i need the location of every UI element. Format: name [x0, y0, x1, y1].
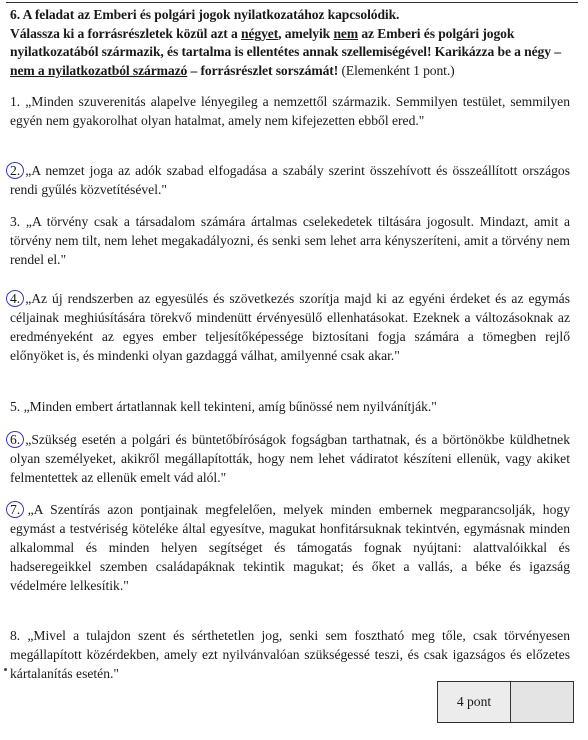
item-text: „A törvény csak a társadalom számára ártalmas cselekedetek tiltására jogosult. Mindazt, amit a törvény nem tilt, nem lehet megakadályozni, és senki sem lehet arra kényszeríteni, amit a törvény nem rendel el." [10, 214, 570, 267]
top-divider [6, 2, 578, 3]
item-number: 7. [10, 502, 21, 517]
source-item-6 [10, 430, 570, 487]
item-number: 8. [10, 628, 21, 643]
instruction-part: Válassza ki a forrásrészletek közül azt a [10, 25, 242, 41]
instruction-emphasis: nem [333, 25, 359, 41]
task-title: A feladat az Emberi és polgári jogok nyilatkozatához kapcsolódik. [22, 7, 400, 22]
score-box [437, 681, 574, 723]
source-item-2 [10, 161, 570, 199]
task-header [10, 6, 570, 80]
source-item-7 [10, 500, 570, 595]
item-number: 3. [10, 214, 21, 229]
instruction-part: – forrásrészlet sorszámát! [187, 62, 339, 78]
scoring-note: (Elemenként 1 pont.) [341, 62, 455, 78]
instruction-part: az Emberi és polgári jogok nyilatkozatából származik, és tartalma is ellentétes annak szellemiségével! Karikázza be a négy – [10, 25, 561, 60]
item-number: 5. [10, 399, 21, 414]
source-item-5 [10, 397, 570, 416]
item-number: 2. [10, 163, 21, 178]
source-item-3 [10, 212, 570, 269]
instruction-emphasis: négyet [241, 25, 279, 41]
item-text: „Mivel a tulajdon szent és sérthetetlen jog, senki sem fosztható meg tőle, csak törvényesen megállapított közérdekben, amely ezt nyilvánvalóan szükségessé teszi, és csak igazságos és előzetes kártalanítás esetén." [10, 628, 570, 681]
score-entry-field[interactable] [511, 682, 573, 722]
source-item-8 [10, 626, 570, 683]
instruction-emphasis: nem a nyilatkozatból származó [10, 62, 188, 78]
stray-mark [4, 668, 7, 671]
source-item-1 [10, 92, 570, 130]
source-item-4 [10, 289, 570, 365]
item-text: „A nemzet joga az adók szabad elfogadása a szabály szerint összehívott és összeállított országos rendi gyűlés közvetítésével." [10, 163, 570, 197]
item-text: „A Szentírás azon pontjainak megfelelően, melyek minden embernek megparancsolják, hogy egymást a testvériség köteléke által egyesítve, magukat honfitársuknak tekintvén, egymásnak minden alkalommal és minden helyen segítséget és támogatás fognak nyújtani: alattvalóikkal és hadseregeikkel szemben családapáknak tekintik magukat; és őket a vallás, a béke és igazság védelmére lelkesítik." [10, 502, 570, 593]
score-label: 4 pont [438, 682, 511, 722]
item-text: „Az új rendszerben az egyesülés és szövetkezés szorítja majd ki az egyéni érdeket és az egymás céljainak meghiúsítására törekvő mindenütt érvényesülő ellenhatásokat. Ezeknek a változásoknak az eredményeként az egyes ember teljesítőképessége biztosítani fogja számára a tömegben rejlő előnyöket is, és mindenki olyan gazdaggá válhat, amilyenné csak akar." [10, 291, 570, 363]
task-number: 6. [10, 7, 20, 22]
item-text: „Minden szuverenitás alapelve lényegileg a nemzettől származik. Semmilyen testület, semmilyen egyén nem gyakorolhat olyan hatalmat, amely nem kifejezetten ebből ered." [10, 94, 571, 128]
item-number: 4. [10, 291, 21, 306]
item-number: 1. [10, 94, 21, 109]
item-text: „Szükség esetén a polgári és büntetőbíróságok fogságban tarthatnak, és a börtönökbe küldhetnek olyan személyeket, akikről megállapították, hogy nem lehet vádiratot készíteni ellenük, vagy akiket felmentettek az ellenük emelt vád alól." [10, 432, 570, 485]
item-text: „Minden embert ártatlannak kell tekinteni, amíg bűnössé nem nyilvánítják." [23, 399, 437, 414]
item-number: 6. [10, 432, 21, 447]
instruction-part: , amelyik [278, 25, 334, 41]
